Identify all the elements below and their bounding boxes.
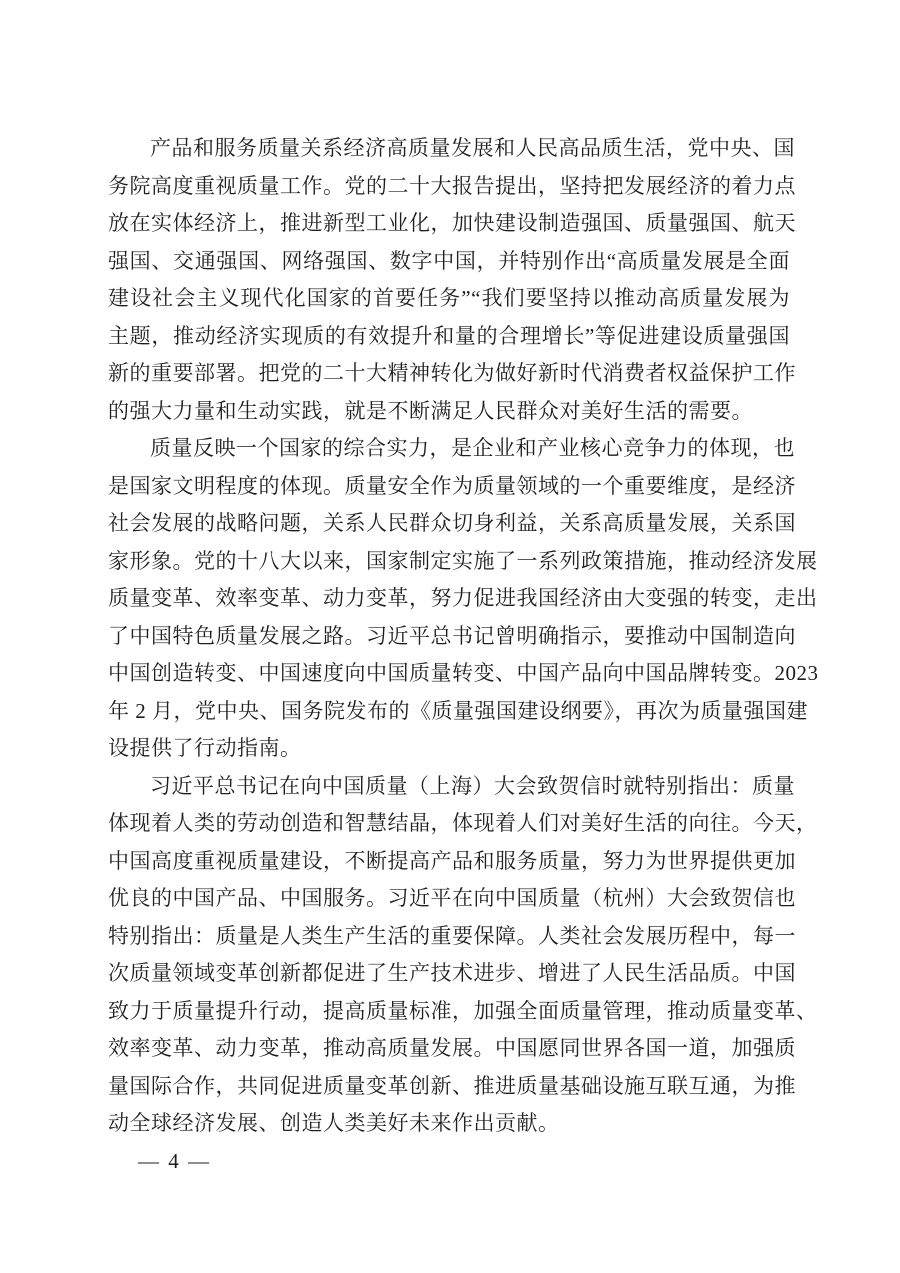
text-line: 放在实体经济上，推进新型工业化，加快建设制造强国、质量强国、航天 bbox=[108, 211, 796, 235]
paragraph-1 bbox=[108, 130, 796, 430]
page-number: — 4 — bbox=[138, 1148, 211, 1173]
text-line: 家形象。党的十八大以来，国家制定实施了一系列政策措施，推动经济发展 bbox=[108, 548, 818, 573]
text-line: 设提供了行动指南。 bbox=[108, 736, 302, 760]
text-line: 中国创造转变、中国速度向中国质量转变、中国产品向中国品牌转变。2023 bbox=[108, 661, 819, 685]
text-line: 致力于质量提升行动，提高质量标准，加强全面质量管理，推动质量变革、 bbox=[108, 998, 818, 1023]
text-line: 是国家文明程度的体现。质量安全作为质量领域的一个重要维度，是经济 bbox=[108, 473, 796, 498]
text-line: 建设社会主义现代化国家的首要任务”“我们要坚持以推动高质量发展为 bbox=[108, 286, 790, 310]
text-line: 习近平总书记在向中国质量（上海）大会致贺信时就特别指出：质量 bbox=[150, 773, 795, 798]
text-line: 产品和服务质量关系经济高质量发展和人民高品质生活，党中央、国 bbox=[150, 136, 795, 160]
text-line: 年 2 月，党中央、国务院发布的《质量强国建设纲要》，再次为质量强国建 bbox=[108, 698, 808, 723]
text-line: 优良的中国产品、中国服务。习近平在向中国质量（杭州）大会致贺信也 bbox=[108, 886, 796, 910]
text-line: 的强大力量和生动实践，就是不断满足人民群众对美好生活的需要。 bbox=[108, 398, 753, 423]
paragraph-2 bbox=[108, 430, 819, 768]
text-line: 特别指出：质量是人类生产生活的重要保障。人类社会发展历程中，每一 bbox=[108, 923, 796, 948]
text-line: 主题，推动经济实现质的有效提升和量的合理增长”等促进建设质量强国 bbox=[108, 323, 790, 348]
text-line: 务院高度重视质量工作。党的二十大报告提出，坚持把发展经济的着力点 bbox=[108, 173, 796, 198]
text-line: 了中国特色质量发展之路。习近平总书记曾明确指示，要推动中国制造向 bbox=[108, 623, 796, 648]
paragraph-3 bbox=[108, 768, 818, 1143]
text-line: 效率变革、动力变革，推动高质量发展。中国愿同世界各国一道，加强质 bbox=[108, 1036, 796, 1060]
text-line: 质量变革、效率变革、动力变革，努力促进我国经济由大变强的转变，走出 bbox=[108, 586, 818, 610]
text-line: 体现着人类的劳动创造和智慧结晶，体现着人们对美好生活的向往。今天， bbox=[108, 811, 818, 835]
text-line: 社会发展的战略问题，关系人民群众切身利益，关系高质量发展，关系国 bbox=[108, 511, 796, 535]
text-line: 新的重要部署。把党的二十大精神转化为做好新时代消费者权益保护工作 bbox=[108, 361, 796, 385]
text-line: 强国、交通强国、网络强国、数字中国，并特别作出“高质量发展是全面 bbox=[108, 248, 790, 273]
text-line: 动全球经济发展、创造人类美好未来作出贡献。 bbox=[108, 1111, 560, 1135]
text-line: 中国高度重视质量建设，不断提高产品和服务质量，努力为世界提供更加 bbox=[108, 848, 796, 873]
text-line: 量国际合作，共同促进质量变革创新、推进质量基础设施互联互通，为推 bbox=[108, 1073, 796, 1098]
text-line: 次质量领域变革创新都促进了生产技术进步、增进了人民生活品质。中国 bbox=[108, 961, 796, 985]
text-line: 质量反映一个国家的综合实力，是企业和产业核心竞争力的体现，也 bbox=[150, 436, 795, 460]
